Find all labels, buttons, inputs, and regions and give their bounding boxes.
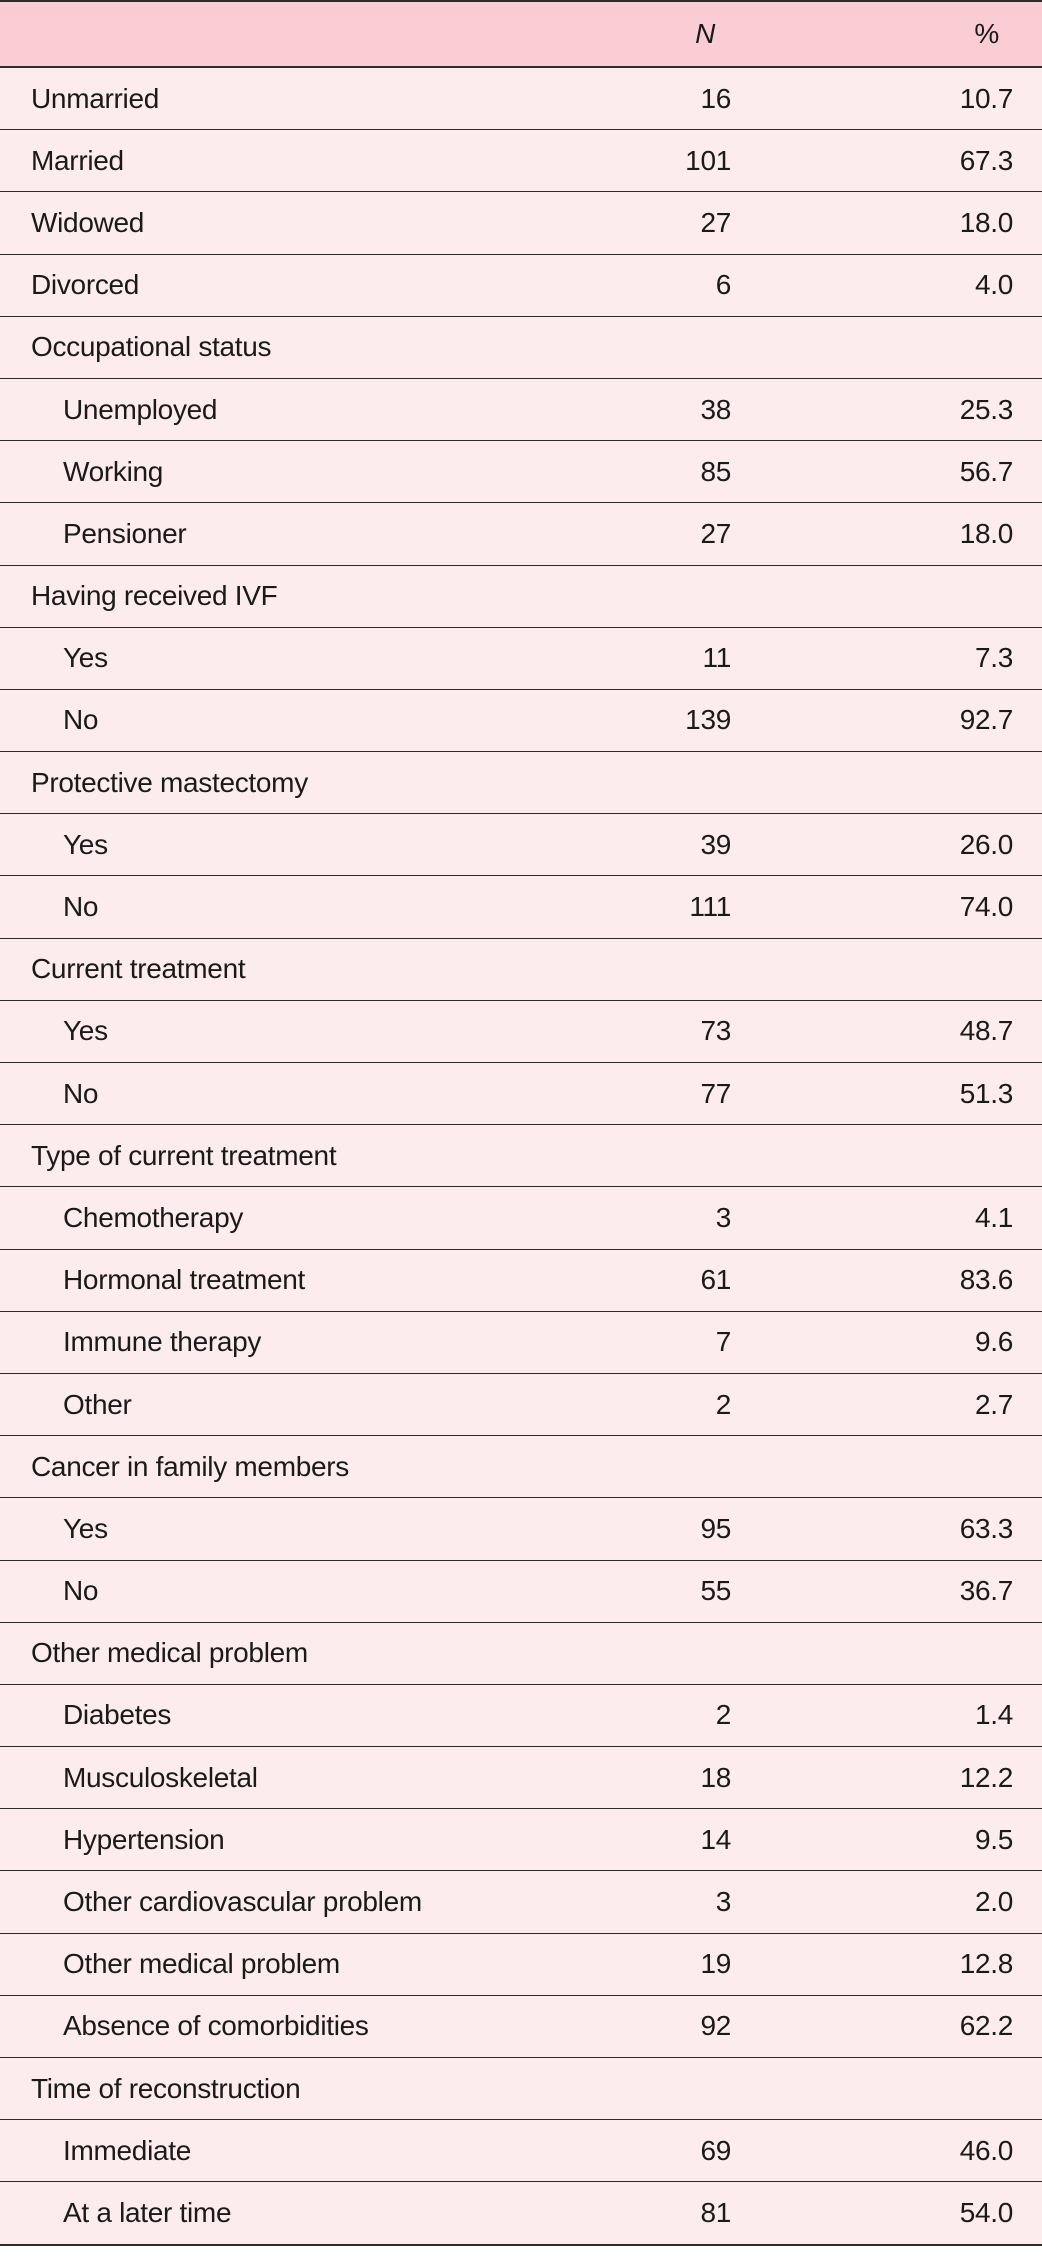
section-row — [0, 938, 1042, 1000]
row-pct-value: 56.7 — [959, 455, 1013, 487]
row-pct-value: 46.0 — [959, 2134, 1013, 2166]
row-n-value: 27 — [700, 206, 731, 238]
row-label: Type of current treatment — [31, 1139, 337, 1171]
section-row — [0, 1436, 1042, 1498]
row-n-value: 95 — [700, 1512, 731, 1544]
row-n-value: 73 — [700, 1015, 731, 1047]
table-row — [0, 1187, 1042, 1249]
row-n-value: 19 — [700, 1948, 731, 1980]
row-pct-value — [802, 752, 1042, 814]
row-n-value — [602, 316, 802, 378]
row-pct-value: 18.0 — [959, 517, 1013, 549]
row-n-value — [602, 1622, 802, 1684]
row-pct-value: 1.4 — [974, 1699, 1013, 1731]
row-label: Other cardiovascular problem — [63, 1886, 422, 1918]
row-label: Yes — [63, 828, 108, 860]
row-pct-value: 26.0 — [959, 828, 1013, 860]
row-n-value: 18 — [700, 1761, 731, 1793]
row-n-value: 39 — [700, 828, 731, 860]
row-n-value: 101 — [685, 144, 731, 176]
row-label: Working — [63, 455, 164, 487]
table-row — [0, 1871, 1042, 1933]
row-label: Absence of comorbidities — [63, 2010, 369, 2042]
row-pct-value: 48.7 — [959, 1015, 1013, 1047]
table-header-row — [0, 1, 1042, 67]
row-n-value — [602, 752, 802, 814]
row-n-value: 3 — [715, 1201, 731, 1233]
row-pct-value — [802, 316, 1042, 378]
row-n-value: 81 — [700, 2196, 731, 2228]
row-label: No — [63, 1077, 99, 1109]
row-label: Time of reconstruction — [31, 2072, 301, 2104]
row-label: No — [63, 704, 99, 736]
row-n-value: 14 — [700, 1823, 731, 1855]
row-n-value — [602, 1436, 802, 1498]
row-pct-value — [802, 1125, 1042, 1187]
row-pct-value: 54.0 — [959, 2196, 1013, 2228]
row-n-value: 16 — [700, 82, 731, 114]
table-row — [0, 1995, 1042, 2057]
table-row — [0, 1000, 1042, 1062]
table-row — [0, 1684, 1042, 1746]
section-row — [0, 1622, 1042, 1684]
table-row — [0, 378, 1042, 440]
row-pct-value — [802, 565, 1042, 627]
table-row — [0, 1063, 1042, 1125]
row-label: Hormonal treatment — [63, 1264, 306, 1296]
row-n-value — [602, 565, 802, 627]
row-label: No — [63, 891, 99, 923]
row-pct-value: 2.7 — [974, 1388, 1013, 1420]
row-pct-value: 63.3 — [959, 1512, 1013, 1544]
row-pct-value — [802, 1622, 1042, 1684]
row-label: Other medical problem — [63, 1948, 340, 1980]
table-header — [0, 1, 1042, 67]
row-n-value: 11 — [702, 642, 731, 674]
row-n-value: 111 — [689, 891, 731, 923]
row-pct-value: 36.7 — [959, 1575, 1013, 1607]
row-label: Chemotherapy — [63, 1201, 244, 1233]
row-label: Married — [31, 144, 124, 176]
row-pct-value — [802, 2058, 1042, 2120]
row-n-value — [602, 1125, 802, 1187]
col-header-n: N — [695, 18, 715, 49]
row-label: Pensioner — [63, 517, 187, 549]
row-n-value: 55 — [700, 1575, 731, 1607]
row-n-value: 6 — [715, 269, 731, 301]
table-row — [0, 627, 1042, 689]
table-row — [0, 876, 1042, 938]
row-pct-value: 25.3 — [959, 393, 1013, 425]
row-pct-value: 51.3 — [959, 1077, 1013, 1109]
row-n-value: 3 — [715, 1886, 731, 1918]
row-pct-value: 9.6 — [974, 1326, 1013, 1358]
row-pct-value: 74.0 — [959, 891, 1013, 923]
row-label: Divorced — [31, 269, 140, 301]
table-row — [0, 67, 1042, 130]
table-row — [0, 1373, 1042, 1435]
row-pct-value: 9.5 — [974, 1823, 1013, 1855]
row-label: Musculoskeletal — [63, 1761, 258, 1793]
row-pct-value: 18.0 — [959, 206, 1013, 238]
row-n-value: 77 — [700, 1077, 731, 1109]
row-label: No — [63, 1575, 99, 1607]
row-pct-value: 12.8 — [959, 1948, 1013, 1980]
table-row — [0, 1249, 1042, 1311]
table-row — [0, 689, 1042, 751]
row-pct-value: 4.1 — [974, 1201, 1013, 1233]
table-row — [0, 192, 1042, 254]
row-n-value: 61 — [700, 1264, 731, 1296]
table-row — [0, 1933, 1042, 1995]
table-row — [0, 130, 1042, 192]
row-label: Yes — [63, 642, 108, 674]
row-pct-value — [802, 938, 1042, 1000]
row-n-value: 27 — [700, 517, 731, 549]
row-pct-value: 12.2 — [959, 1761, 1013, 1793]
section-row — [0, 752, 1042, 814]
section-row — [0, 2058, 1042, 2120]
table-row — [0, 2120, 1042, 2182]
row-n-value — [602, 938, 802, 1000]
table-row — [0, 503, 1042, 565]
row-label: At a later time — [63, 2196, 232, 2228]
row-label: Yes — [63, 1015, 108, 1047]
row-pct-value: 4.0 — [974, 269, 1013, 301]
row-n-value: 69 — [700, 2134, 731, 2166]
row-pct-value: 67.3 — [959, 144, 1013, 176]
table-row — [0, 1498, 1042, 1560]
table-row — [0, 1311, 1042, 1373]
row-label: Diabetes — [63, 1699, 172, 1731]
section-row — [0, 316, 1042, 378]
row-n-value: 7 — [715, 1326, 731, 1358]
row-label: Other medical problem — [31, 1637, 308, 1669]
row-label: Immediate — [63, 2134, 192, 2166]
col-header-label — [0, 1, 602, 67]
row-n-value — [602, 2058, 802, 2120]
row-n-value: 2 — [715, 1699, 731, 1731]
row-label: Hypertension — [63, 1823, 225, 1855]
section-row — [0, 565, 1042, 627]
section-row — [0, 1125, 1042, 1187]
row-label: Cancer in family members — [31, 1450, 349, 1482]
table-row — [0, 254, 1042, 316]
row-label: Yes — [63, 1512, 108, 1544]
col-header-pct: % — [974, 18, 999, 49]
row-label: Unmarried — [31, 82, 160, 114]
table-row — [0, 1560, 1042, 1622]
row-pct-value: 10.7 — [959, 82, 1013, 114]
row-n-value: 92 — [700, 2010, 731, 2042]
row-n-value: 85 — [700, 455, 731, 487]
row-n-value: 139 — [685, 704, 731, 736]
row-label: Unemployed — [63, 393, 218, 425]
table-row — [0, 1809, 1042, 1871]
row-label: Immune therapy — [63, 1326, 262, 1358]
row-label: Other — [63, 1388, 132, 1420]
table-row — [0, 814, 1042, 876]
row-label: Having received IVF — [31, 580, 278, 612]
row-label: Current treatment — [31, 953, 246, 985]
row-label: Occupational status — [31, 331, 272, 363]
row-pct-value: 92.7 — [959, 704, 1013, 736]
table-row — [0, 2182, 1042, 2245]
row-pct-value: 7.3 — [974, 642, 1013, 674]
row-n-value: 38 — [700, 393, 731, 425]
table-body — [0, 67, 1042, 2245]
row-pct-value — [802, 1436, 1042, 1498]
row-label: Protective mastectomy — [31, 766, 308, 798]
row-pct-value: 83.6 — [959, 1264, 1013, 1296]
row-pct-value: 2.0 — [974, 1886, 1013, 1918]
row-n-value: 2 — [715, 1388, 731, 1420]
table-row — [0, 1747, 1042, 1809]
row-pct-value: 62.2 — [959, 2010, 1013, 2042]
table-row — [0, 441, 1042, 503]
row-label: Widowed — [31, 206, 145, 238]
